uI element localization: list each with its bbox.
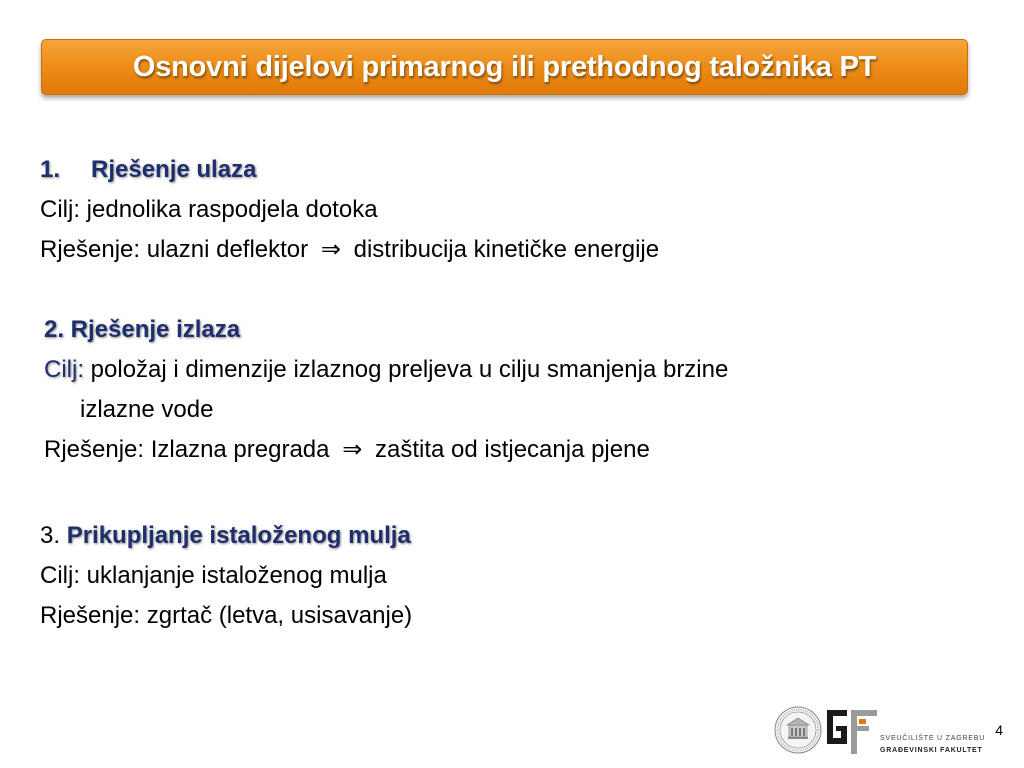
section-sludge-goal: Cilj: uklanjanje istaloženog mulja [40,562,387,589]
section-inlet-solution [40,230,659,270]
section-outlet-heading: 2. Rješenje izlaza [44,316,241,343]
section-sludge-title: Prikupljanje istaloženog mulja [66,522,411,549]
university-seal-icon [774,706,822,754]
section-inlet-number: 1. [40,156,61,183]
section-outlet-solution-text: Rješenje: Izlazna pregrada [44,436,330,463]
faculty-logo-line1: SVEUČILIŠTE U ZAGREBU [880,735,986,742]
slide-title: Osnovni dijelovi primarnog ili prethodnog taložnika PT [132,50,877,83]
section-inlet-solution-text: Rješenje: ulazni deflektor [40,236,309,263]
implies-arrow-icon: ⇒ [320,236,341,263]
faculty-logo-icon [827,704,881,756]
section-outlet-goal [44,350,728,390]
section-inlet-heading [40,150,659,190]
section-sludge-number: 3. [40,522,61,549]
footer-logos [770,702,985,758]
section-outlet-solution [44,430,728,470]
page-number: 4 [995,722,1003,738]
section-inlet [40,150,659,270]
section-outlet [44,310,728,470]
section-outlet-solution-result: zaštita od istjecanja pjene [374,436,650,463]
section-outlet-goal-continued: izlazne vode [80,396,214,423]
faculty-logo-text [880,733,985,757]
section-inlet-solution-result: distribucija kinetičke energije [353,236,660,263]
section-sludge-solution: Rješenje: zgrtač (letva, usisavanje) [40,602,413,629]
section-sludge [40,516,412,636]
section-inlet-goal: Cilj: jednolika raspodjela dotoka [40,196,378,223]
section-inlet-title: Rješenje ulaza [91,156,257,183]
section-sludge-heading [40,516,412,556]
slide-title-bar [41,39,968,95]
faculty-logo-line2: GRAĐEVINSKI FAKULTET [880,747,983,754]
implies-arrow-icon: ⇒ [342,436,363,463]
section-outlet-goal-label: Cilj: [44,356,84,383]
section-outlet-goal-text: položaj i dimenzije izlaznog preljeva u cilju smanjenja brzine [90,356,729,383]
